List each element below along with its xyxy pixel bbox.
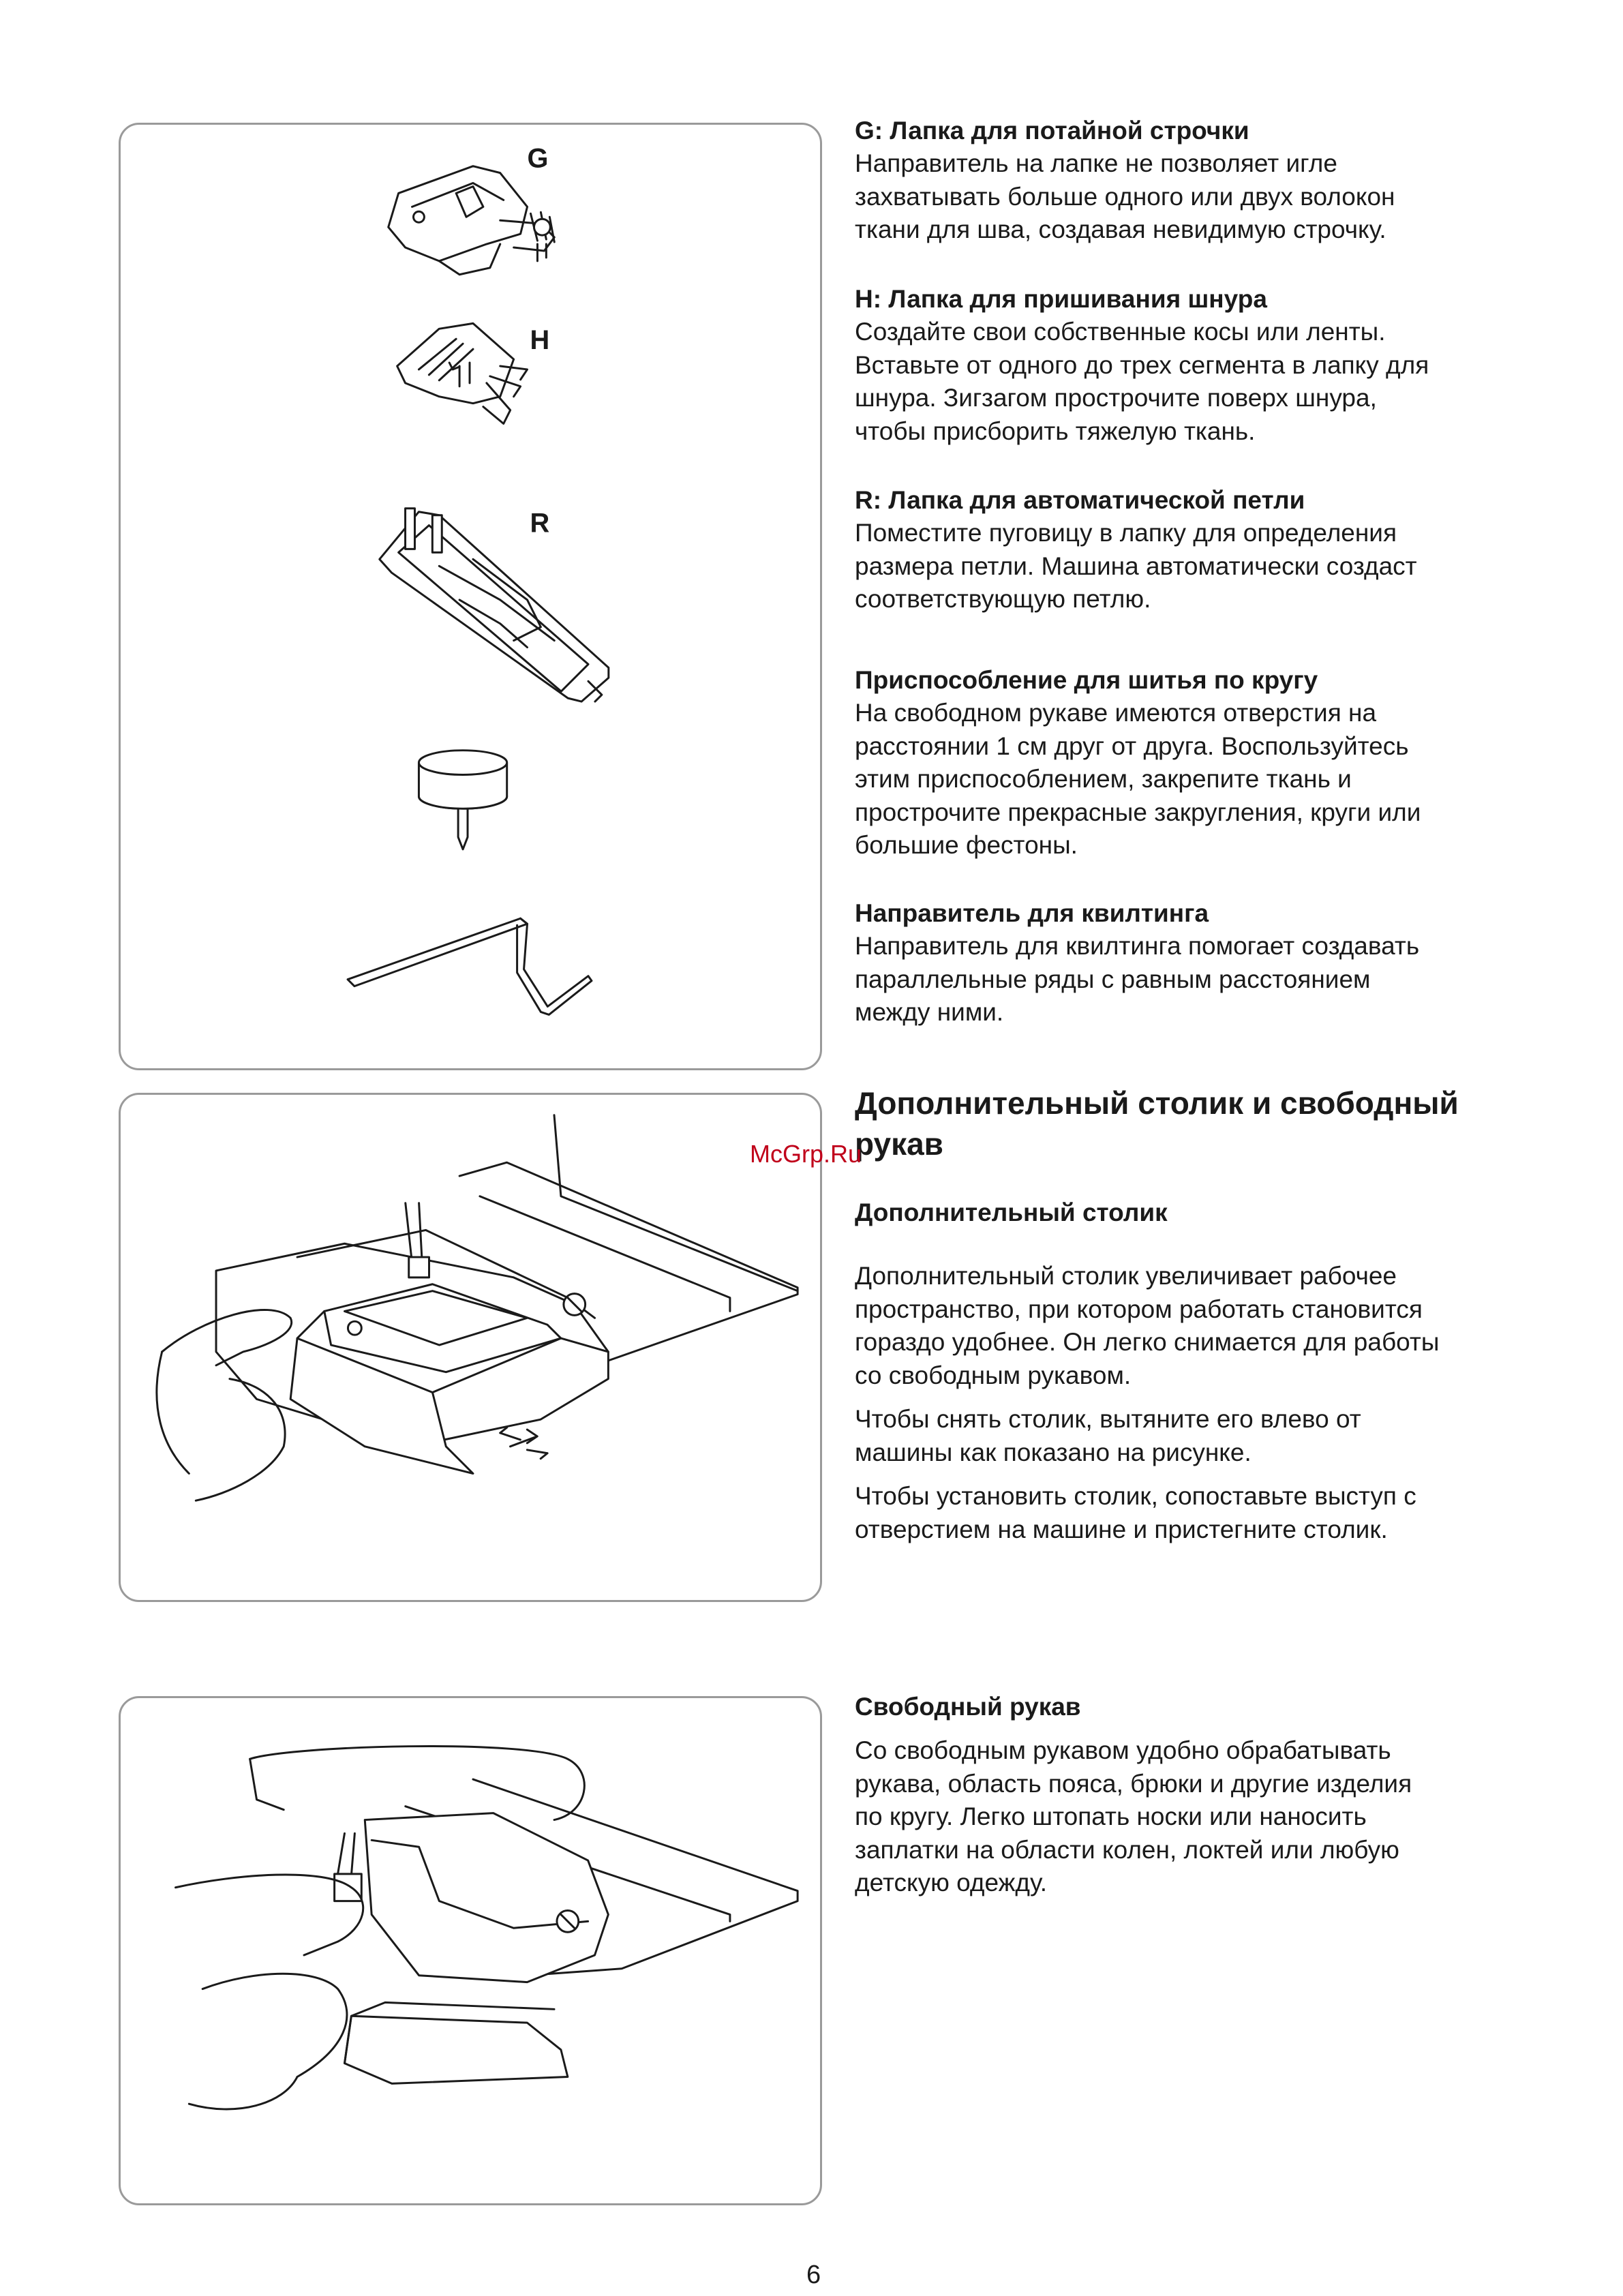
free-arm-illustration-panel [119, 1696, 822, 2205]
section-line: этим приспособлением, закрепите ткань и [855, 765, 1352, 793]
section-line: большие фестоны. [855, 831, 1078, 859]
section-line: размера петли. Машина автоматически создаст [855, 552, 1417, 580]
extension-line: пространство, при котором работать становится [855, 1295, 1423, 1323]
circular-sewing-pin-illustration [419, 751, 506, 849]
section-line: соответствующую петлю. [855, 585, 1151, 613]
extension-line: машины как показано на рисунке. [855, 1438, 1252, 1466]
buttonhole-foot-r-illustration [380, 509, 609, 701]
section-title: H: Лапка для пришивания шнура [855, 285, 1267, 313]
extension-heading-line2: рукав [855, 1126, 943, 1162]
section-title: Приспособление для шитья по кругу [855, 666, 1318, 694]
extension-line: отверстием на машине и пристегните столик. [855, 1515, 1388, 1543]
free-arm-line: Со свободным рукавом удобно обрабатывать [855, 1736, 1391, 1764]
section-line: расстоянии 1 см друг от друга. Воспользуйтесь [855, 731, 1409, 760]
section-line: Создайте свои собственные косы или ленты. [855, 318, 1386, 346]
free-arm-section [855, 1691, 1536, 1900]
quilting-guide-illustration [348, 918, 592, 1014]
free-arm-illustration [121, 1698, 820, 2203]
extension-line: Чтобы установить столик, сопоставьте выступ с [855, 1482, 1416, 1510]
accessories-illustration-panel [119, 123, 822, 1070]
foot-r-description [855, 484, 1536, 616]
watermark: McGrp.Ru [750, 1140, 862, 1168]
section-line: между ними. [855, 998, 1004, 1026]
section-line: захватывать больше одного или двух волокон [855, 182, 1395, 211]
extension-line: гораздо удобнее. Он легко снимается для работы [855, 1328, 1440, 1356]
cording-foot-h-illustration [397, 323, 528, 423]
section-line: Направитель на лапке не позволяет игле [855, 149, 1337, 177]
free-arm-line: по кругу. Легко штопать носки или наносить [855, 1802, 1367, 1830]
extension-heading-line1: Дополнительный столик и свободный [855, 1085, 1459, 1121]
blind-hem-foot-g-illustration [389, 166, 555, 275]
section-line: шнура. Зигзагом прострочите поверх шнура, [855, 384, 1377, 412]
section-title: Направитель для квилтинга [855, 899, 1209, 927]
section-line: Поместите пуговицу в лапку для определения [855, 519, 1397, 547]
free-arm-line: заплатки на области колен, локтей или любую [855, 1835, 1399, 1864]
section-line: Направитель для квилтинга помогает создавать [855, 932, 1420, 960]
foot-h-description [855, 283, 1536, 448]
section-line: Вставьте от одного до трех сегмента в лапку для [855, 350, 1429, 379]
extension-line: Чтобы снять столик, вытяните его влево от [855, 1405, 1361, 1433]
section-line: ткани для шва, создавая невидимую строчку. [855, 215, 1386, 243]
quilting-guide-description [855, 897, 1536, 1029]
section-title: G: Лапка для потайной строчки [855, 117, 1249, 145]
section-line: чтобы присборить тяжелую ткань. [855, 417, 1256, 445]
circular-pin-description [855, 664, 1536, 862]
free-arm-line: рукава, область пояса, брюки и другие изделия [855, 1769, 1412, 1798]
section-title: R: Лапка для автоматической петли [855, 486, 1305, 514]
foot-label-h: H [530, 325, 550, 356]
section-line: прострочите прекрасные закругления, круги или [855, 798, 1421, 826]
extension-table-subsection [855, 1196, 1536, 1546]
extension-line: Дополнительный столик увеличивает рабочее [855, 1262, 1397, 1290]
page-number: 6 [806, 2261, 821, 2289]
free-arm-title: Свободный рукав [855, 1693, 1081, 1721]
section-line: параллельные ряды с равным расстоянием [855, 965, 1371, 993]
extension-subtitle: Дополнительный столик [855, 1198, 1168, 1226]
free-arm-line: детскую одежду. [855, 1869, 1048, 1897]
foot-label-r: R [530, 508, 550, 539]
extension-table-section [855, 1083, 1536, 1164]
extension-table-illustration [121, 1095, 820, 1600]
foot-g-description [855, 115, 1536, 247]
accessories-illustration [121, 125, 820, 1068]
section-line: На свободном рукаве имеются отверстия на [855, 699, 1377, 727]
foot-label-g: G [527, 143, 549, 174]
extension-line: со свободным рукавом. [855, 1361, 1132, 1389]
extension-table-illustration-panel [119, 1093, 822, 1602]
